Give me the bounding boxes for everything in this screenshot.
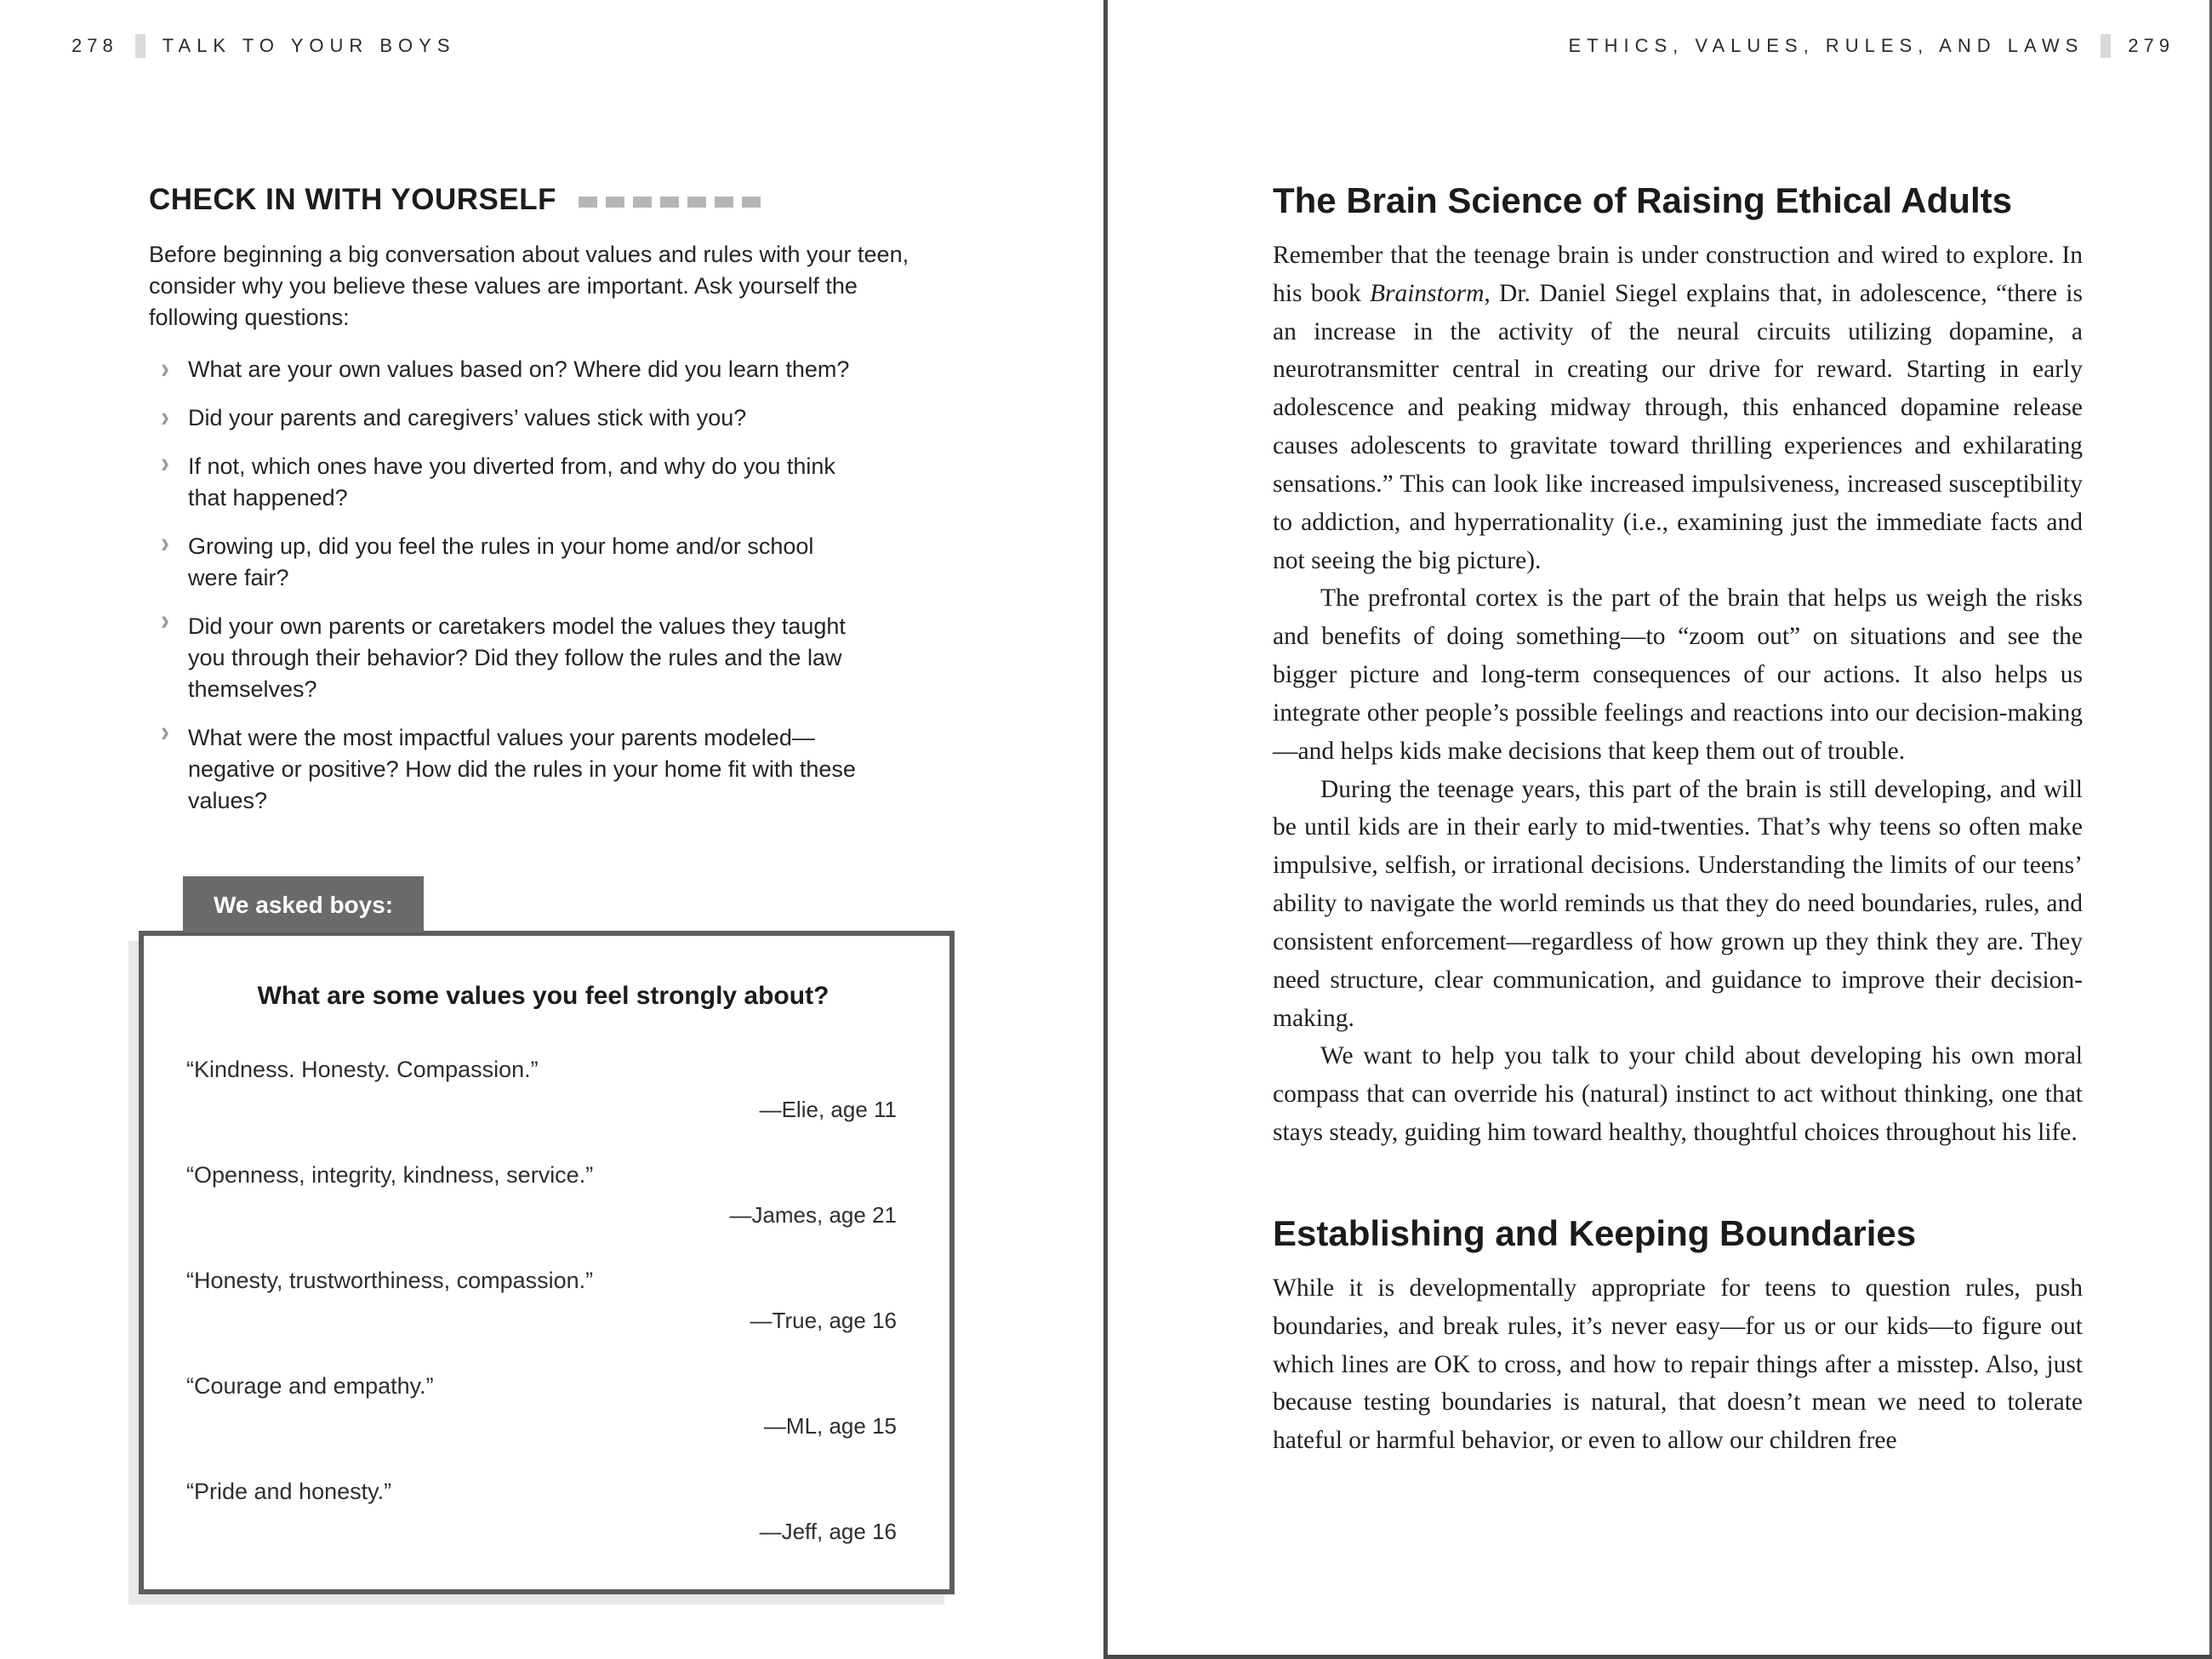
dashed-rule <box>579 197 764 208</box>
section-heading-boundaries: Establishing and Keeping Boundaries <box>1273 1212 1917 1253</box>
we-asked-boys-tab: We asked boys: <box>183 876 424 932</box>
check-in-question-list <box>149 354 930 817</box>
right-page <box>1106 0 2212 1659</box>
quote-text: “Courage and empathy.” <box>186 1373 434 1400</box>
left-running-head <box>71 34 456 58</box>
body-paragraph: While it is developmentally appropriate for teens to question rules, push boundaries, and break rules, it’s never easy—for us or our kids—to figure out which lines are OK to cross, and how to repair things after a misstep. Also, just because testing boundaries is natural, that doesn’t mean we need to tolerate hateful or harmful behavior, or even to allow our children free <box>1273 1274 2083 1455</box>
body-paragraph <box>1273 237 2083 579</box>
quote-block <box>186 1371 900 1440</box>
section-boundaries <box>1273 1213 2083 1460</box>
list-item <box>149 715 930 817</box>
list-item <box>149 604 930 705</box>
body-paragraph: We want to help you talk to your child about developing his own moral compass that can override his (natural) instinct to act without thinking, one that stays steady, guiding him toward healthy, thoughtful choices throughout his life. <box>1273 1042 2083 1147</box>
check-in-heading-row <box>149 183 930 217</box>
running-head-bar <box>2101 34 2111 58</box>
chevron-right-icon: › <box>161 447 169 480</box>
callout-question: What are some values you feel strongly about? <box>257 982 830 1010</box>
chevron-right-icon: › <box>161 604 169 637</box>
question-text: If not, which ones have you diverted from, and why do you think that happened? <box>188 453 835 510</box>
question-text: What were the most impactful values your parents modeled—negative or positive? How did the rules in your home fit with these values? <box>188 724 856 813</box>
question-text: Growing up, did you feel the rules in your home and/or school were fair? <box>188 533 814 590</box>
question-text: Did your parents and caregivers’ values stick with you? <box>188 404 747 430</box>
body-paragraph: The prefrontal cortex is the part of the brain that helps us weigh the risks and benefits of doing something—to “zoom out” on situations and see the bigger picture and long-term consequences of our actions. It also helps us integrate other people’s possible feelings and reactions into our decision-making—and helps kids make decisions that keep them out of trouble. <box>1273 584 2083 765</box>
check-in-heading: CHECK IN WITH YOURSELF <box>149 183 556 216</box>
quote-block <box>186 1055 900 1123</box>
paragraph-text: , Dr. Daniel Siegel explains that, in adolescence, “there is an increase in the activity of the neural circuits utilizing dopamine, a neurotransmitter central in creating our drive for reward. Starting in early adolescence and peaking midway through, this enhanced dopamine release causes adolescents to gravitate toward thrilling experiences and exhilarating sensations.” This can look like increased impulsiveness, increased susceptibility to addiction, and hyperrationality (i.e., examining just the immediate facts and not seeing the big picture). <box>1273 279 2083 574</box>
check-in-intro: Before beginning a big conversation about values and rules with your teen, consider why you believe these values are important. Ask yourself the following questions: <box>149 242 909 330</box>
quote-attribution: —ML, age 15 <box>763 1413 897 1440</box>
body-paragraph: During the teenage years, this part of the brain is still developing, and will be until kids are in their early to mid-twenties. That’s why teens so often make impulsive, selfish, or irrational decisions. Understanding the limits of our teens’ ability to navigate the world reminds us that they do need boundaries, rules, and consistent enforcement—regardless of how grown up they think they are. They need structure, clear communication, and guidance to improve their decision-making. <box>1273 775 2083 1032</box>
paragraph-text: Remember that the teenage brain is under construction and wired to explore. In his book <box>1273 242 2083 307</box>
we-asked-boys-box <box>139 931 955 1594</box>
chevron-right-icon: › <box>161 352 169 385</box>
check-in-section <box>149 183 930 834</box>
chevron-right-icon: › <box>161 401 169 434</box>
quote-text: “Honesty, trustworthiness, compassion.” <box>186 1268 594 1294</box>
quote-text: “Openness, integrity, kindness, service.” <box>186 1162 594 1189</box>
left-running-title: TALK TO YOUR BOYS <box>162 35 456 56</box>
quote-attribution: —Elie, age 11 <box>759 1097 897 1123</box>
quote-block <box>186 1477 900 1545</box>
quote-attribution: —James, age 21 <box>729 1202 897 1229</box>
quote-text: “Kindness. Honesty. Compassion.” <box>186 1057 539 1082</box>
list-item <box>149 354 930 385</box>
quote-text: “Pride and honesty.” <box>186 1479 392 1505</box>
chevron-right-icon: › <box>161 715 169 749</box>
running-head-bar <box>135 34 145 58</box>
list-item <box>149 527 930 594</box>
we-asked-boys-callout <box>139 876 955 1594</box>
section-heading-brain-science: The Brain Science of Raising Ethical Adults <box>1273 180 2012 220</box>
list-item <box>149 402 930 434</box>
right-running-head <box>1569 34 2175 58</box>
right-page-number: 279 <box>2128 35 2175 56</box>
quote-block <box>186 1160 900 1229</box>
question-text: Did your own parents or caretakers model the values they taught you through their behavior? Did they follow the rules and the law themselves? <box>188 613 846 702</box>
question-text: What are your own values based on? Where did you learn them? <box>188 356 850 382</box>
book-title-italic: Brainstorm <box>1369 279 1485 307</box>
list-item <box>149 447 930 514</box>
quote-attribution: —True, age 16 <box>750 1308 897 1334</box>
right-running-title: ETHICS, VALUES, RULES, AND LAWS <box>1568 35 2084 56</box>
chevron-right-icon: › <box>161 527 169 560</box>
quote-block <box>186 1266 900 1334</box>
left-page-number: 278 <box>71 35 118 56</box>
quote-attribution: —Jeff, age 16 <box>759 1519 897 1545</box>
right-page-content <box>1273 180 2083 1460</box>
